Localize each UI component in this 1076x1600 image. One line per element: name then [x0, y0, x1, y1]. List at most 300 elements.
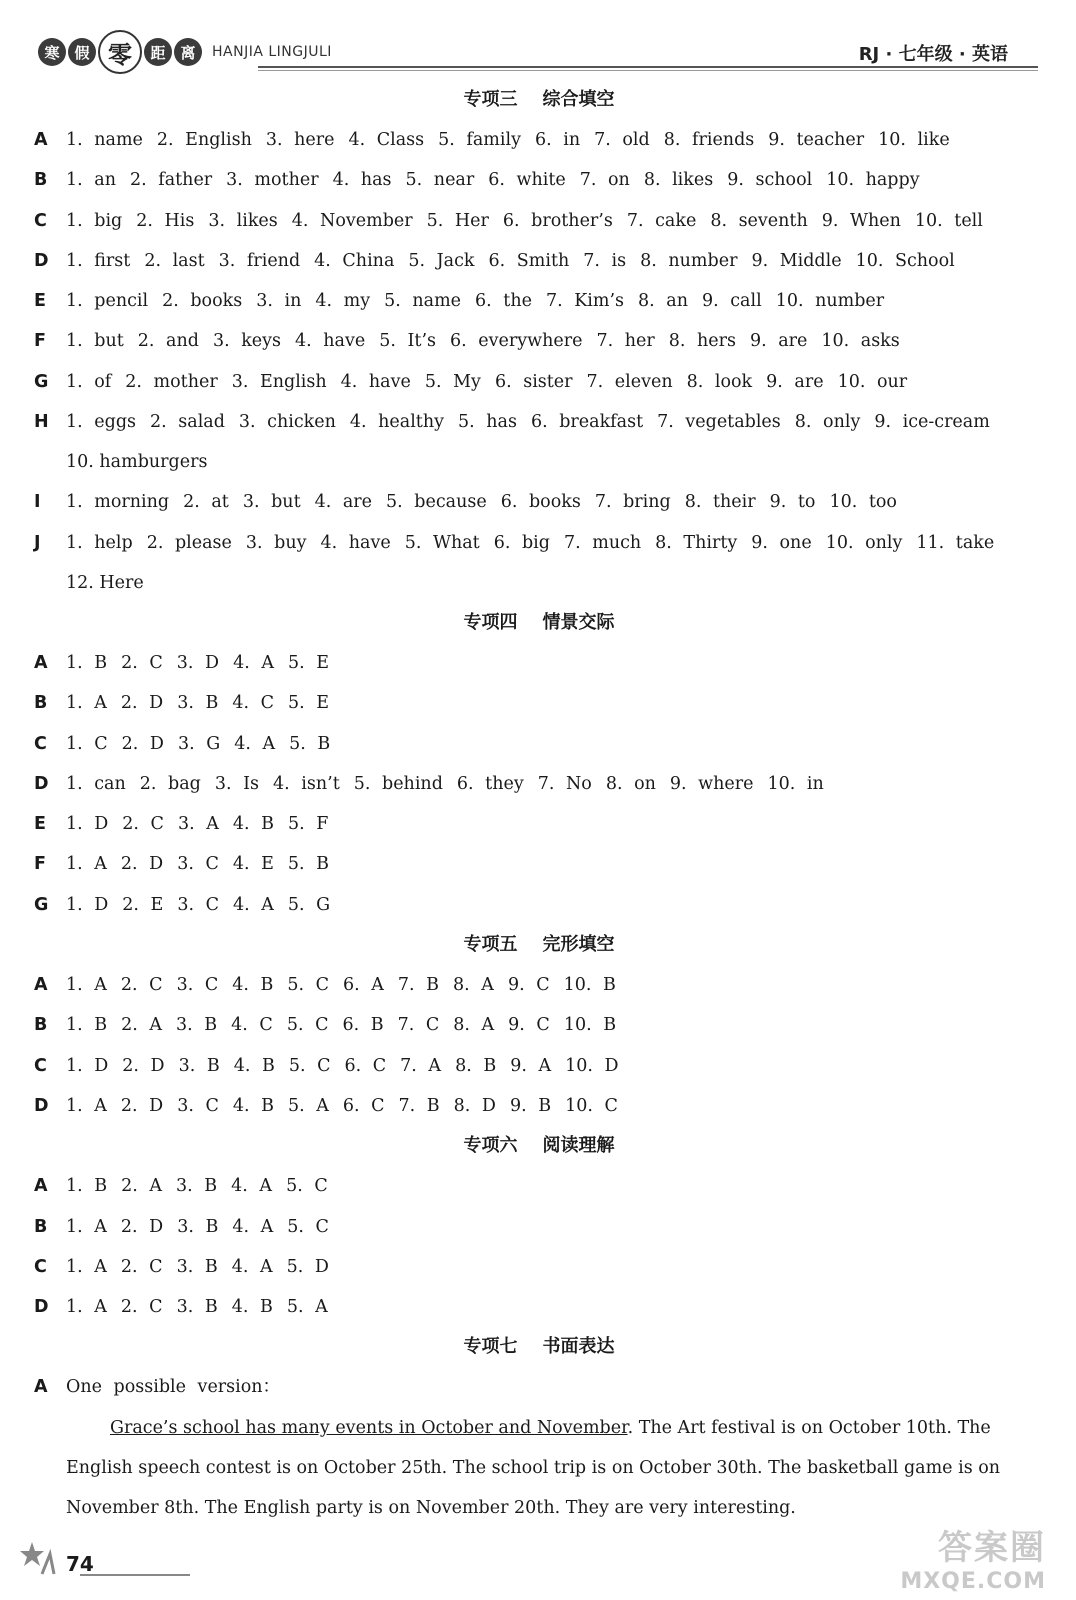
answer-item: 7. on — [579, 170, 630, 191]
answer-continuation: 10. hamburgers — [66, 452, 208, 473]
answer-item: 4. are — [314, 492, 373, 513]
answer-item: 3. Is — [214, 773, 260, 794]
answer-item: 9. A — [510, 1055, 552, 1076]
answer-item: 9. C — [507, 975, 550, 996]
answer-row — [34, 201, 1044, 241]
answer-row — [34, 1166, 1044, 1206]
answer-row — [34, 1287, 1044, 1327]
answer-item: 6. breakfast — [530, 412, 644, 433]
section-title: 专项五 完形填空 — [463, 934, 615, 956]
row-letter: D — [34, 773, 49, 794]
answer-item: 4. B — [232, 975, 274, 996]
answer-item: 7. C — [397, 1015, 440, 1036]
answer-item: 4. have — [320, 532, 391, 553]
row-letter: A — [34, 1377, 48, 1398]
answer-item: 1. big — [66, 210, 123, 231]
answer-item: 2. A — [121, 1015, 163, 1036]
answer-item: 9. Middle — [751, 250, 842, 271]
answer-item: 6. big — [493, 532, 550, 553]
answer-item: 2. C — [122, 814, 164, 835]
row-answers — [66, 281, 1044, 321]
answer-item: 3. A — [177, 814, 219, 835]
answer-row — [34, 965, 1044, 1005]
answer-item: 5. E — [287, 652, 330, 673]
answer-item: 8. A — [453, 1015, 495, 1036]
answer-item: 5. family — [438, 130, 521, 150]
answer-item: 3. C — [177, 1095, 219, 1116]
row-letter: A — [34, 975, 48, 996]
answer-item: 7. is — [583, 250, 627, 271]
answer-item: 4. C — [232, 693, 274, 714]
answer-item: 4. B — [232, 1095, 274, 1116]
answer-row — [34, 724, 1044, 764]
answer-item: 1. A — [66, 1297, 107, 1318]
essay-body: . The Art festival is on October 10th. The English speech contest is on October 25th. The school trip is on October 30th. The basketball game is on November 8th. The English party is on November 20th. They are very interesting. — [66, 1417, 1001, 1518]
answer-item: 3. keys — [212, 331, 282, 352]
row-answers — [66, 1046, 1044, 1086]
answer-item: 9. are — [749, 331, 808, 352]
answer-item: 9. teacher — [768, 130, 865, 150]
answer-item: 9. B — [509, 1095, 552, 1116]
answer-item: 1. pencil — [66, 291, 149, 312]
answer-item: 5. What — [404, 532, 480, 553]
answer-item: 10. like — [878, 130, 950, 150]
header-divider — [258, 70, 1038, 71]
answer-item: 5. B — [287, 854, 330, 875]
answer-item: 1. can — [66, 773, 126, 794]
answer-item: 9. where — [669, 773, 754, 794]
answer-item: 5. My — [424, 371, 481, 392]
answer-item: 3. but — [242, 492, 301, 513]
answer-item: 8. D — [453, 1095, 496, 1116]
answer-item: 9. When — [821, 210, 901, 231]
answer-item: 5. behind — [353, 773, 443, 794]
answer-item: 6. everywhere — [450, 331, 583, 352]
answer-item: 1. C — [66, 733, 108, 754]
answer-item: 9. school — [727, 170, 813, 191]
row-letter: D — [34, 1095, 49, 1116]
answer-item: 3. English — [231, 371, 327, 392]
answer-item: 1. help — [66, 532, 133, 553]
row-letter: F — [34, 854, 46, 875]
answer-item: 2. C — [121, 652, 163, 673]
answer-item: 10. only — [825, 532, 903, 553]
answer-item: 7. much — [563, 532, 642, 553]
answer-item: 3. friend — [218, 250, 301, 271]
answer-row — [34, 362, 1044, 402]
answer-item: 10. C — [565, 1095, 618, 1116]
answer-item: 6. books — [500, 492, 581, 513]
answer-item: 2. E — [122, 894, 164, 915]
answer-item: 7. old — [594, 130, 650, 150]
answer-item: 9. ice-cream — [874, 412, 990, 433]
answer-item: 4. have — [295, 331, 366, 352]
answer-item: 1. A — [66, 975, 107, 996]
answer-item: 6. C — [342, 1095, 385, 1116]
section-title: 专项七 书面表达 — [463, 1336, 615, 1358]
answer-item: 10. our — [837, 371, 908, 392]
answer-item: 3. B — [176, 1297, 218, 1318]
answer-item: 7. Kim’s — [545, 291, 625, 312]
answer-item: 8. on — [605, 773, 656, 794]
row-letter: B — [34, 170, 48, 191]
answer-row — [34, 321, 1044, 361]
answer-item: 7. A — [400, 1055, 442, 1076]
answer-item: 5. D — [286, 1256, 329, 1277]
row-letter: B — [34, 693, 48, 714]
row-letter: E — [34, 814, 46, 835]
row-letter: E — [34, 291, 46, 312]
row-letter: G — [34, 894, 49, 915]
answer-item: 3. C — [176, 975, 219, 996]
answer-item: 2. mother — [125, 371, 218, 392]
answer-item: 4. B — [232, 814, 274, 835]
row-answers — [66, 201, 1044, 241]
row-letter: B — [34, 1216, 48, 1237]
answer-row — [34, 1367, 1044, 1407]
row-answers — [66, 402, 1044, 442]
answer-row — [34, 1005, 1044, 1045]
answer-item: 1. B — [66, 652, 108, 673]
answer-item: 5. Her — [426, 210, 489, 231]
row-letter: I — [34, 492, 41, 513]
logo-char: 零 — [98, 30, 142, 74]
answer-item: 4. my — [315, 291, 371, 312]
answer-item: 2. D — [120, 693, 164, 714]
answer-row — [34, 402, 1044, 442]
answer-item: 1. of — [66, 371, 112, 392]
logo-char: 寒 — [38, 38, 66, 66]
answer-item: 10. too — [829, 492, 897, 513]
answer-item: 4. E — [232, 854, 274, 875]
answer-item: 1. D — [66, 894, 109, 915]
answer-item: 5. because — [386, 492, 487, 513]
answer-item: 2. D — [122, 1055, 165, 1076]
answer-item: 5. G — [287, 894, 331, 915]
answer-item: 8. likes — [643, 170, 714, 191]
answer-item: 4. November — [291, 210, 413, 231]
answer-item: 1. eggs — [66, 412, 137, 433]
answer-item: 6. A — [343, 975, 384, 996]
answer-item: 2. father — [129, 170, 213, 191]
answer-continuation: 12. Here — [66, 572, 144, 593]
answer-item: 3. C — [177, 854, 219, 875]
answer-item: 5. F — [287, 814, 329, 835]
answer-item: 2. books — [162, 291, 243, 312]
answer-item: 4. A — [231, 1256, 273, 1277]
answer-item: 5. A — [286, 1297, 328, 1318]
answer-item: 1. A — [66, 1216, 107, 1237]
section-title: 专项六 阅读理解 — [463, 1135, 615, 1157]
row-letter: H — [34, 412, 49, 433]
answer-item: 6. C — [344, 1055, 387, 1076]
answer-item: 8. friends — [663, 130, 755, 150]
answer-item: 3. B — [176, 1256, 218, 1277]
answer-item: 2. C — [120, 1256, 163, 1277]
row-answers — [66, 885, 1044, 925]
answer-item: 8. Thirty — [655, 532, 738, 553]
answer-item: 8. seventh — [710, 210, 808, 231]
answer-item: 7. bring — [594, 492, 671, 513]
answer-row — [34, 523, 1044, 563]
answer-item: 2. His — [136, 210, 195, 231]
answer-item: 10. asks — [821, 331, 900, 352]
answer-row — [34, 241, 1044, 281]
answer-row — [34, 281, 1044, 321]
row-letter: F — [34, 331, 46, 352]
essay-intro: One possible version： — [66, 1377, 281, 1398]
answer-item: 4. A — [233, 652, 274, 673]
answer-item: 1. A — [66, 1256, 107, 1277]
answer-item: 3. mother — [226, 170, 319, 191]
answer-item: 11. take — [916, 532, 995, 553]
answer-row — [34, 1207, 1044, 1247]
row-letter: C — [34, 1055, 47, 1076]
answer-item: 2. A — [121, 1176, 163, 1197]
answer-item: 1. morning — [66, 492, 170, 513]
row-answers — [66, 160, 1044, 200]
answer-row — [34, 643, 1044, 683]
answer-item: 4. B — [231, 1297, 273, 1318]
row-answers — [66, 1247, 1044, 1287]
answer-item: 3. here — [265, 130, 335, 150]
answer-item: 8. an — [638, 291, 688, 312]
answer-item: 10. B — [563, 1015, 617, 1036]
answer-item: 7. her — [596, 331, 655, 352]
answer-row — [34, 1086, 1044, 1126]
answer-item: 3. D — [176, 652, 220, 673]
answer-item: 8. look — [686, 371, 753, 392]
page-number: 74 — [66, 1552, 94, 1576]
answer-item: 5. has — [458, 412, 517, 433]
row-letter: A — [34, 130, 48, 150]
answer-item: 8. their — [684, 492, 756, 513]
answer-row — [34, 160, 1044, 200]
logo-char: 假 — [68, 38, 96, 66]
answer-item: 1. B — [66, 1176, 108, 1197]
answer-item: 4. A — [234, 733, 276, 754]
answer-item: 4. B — [233, 1055, 275, 1076]
row-answers — [66, 1287, 1044, 1327]
answer-item: 5. C — [288, 1055, 331, 1076]
answer-content — [34, 80, 1044, 1528]
answer-item: 8. hers — [668, 331, 736, 352]
answer-item: 3. likes — [208, 210, 278, 231]
logo-char: 离 — [174, 38, 202, 66]
row-letter: B — [34, 1015, 48, 1036]
row-letter: C — [34, 733, 47, 754]
answer-item: 10. D — [565, 1055, 619, 1076]
row-answers — [66, 1005, 1044, 1045]
answer-item: 4. China — [314, 250, 395, 271]
answer-item: 5. Jack — [408, 250, 475, 271]
answer-item: 3. in — [256, 291, 302, 312]
answer-item: 5. A — [287, 1095, 329, 1116]
answer-item: 5. C — [287, 1216, 329, 1237]
row-answers — [66, 643, 1044, 683]
row-answers — [66, 683, 1044, 723]
answer-item: 2. at — [183, 492, 229, 513]
book-grade-subject: RJ · 七年级 · 英语 — [858, 44, 1008, 65]
row-letter: J — [34, 532, 41, 553]
answer-item: 6. they — [456, 773, 524, 794]
answer-item: 2. and — [137, 331, 199, 352]
answer-item: 10. B — [563, 975, 616, 996]
answer-item: 6. in — [535, 130, 581, 150]
answer-row — [34, 885, 1044, 925]
row-answers — [66, 764, 1044, 804]
row-answers — [66, 804, 1044, 844]
watermark — [900, 1520, 1046, 1594]
answer-item: 1. first — [66, 250, 131, 271]
answer-item: 3. B — [176, 1176, 218, 1197]
answer-item: 8. number — [640, 250, 738, 271]
answer-item: 3. chicken — [238, 412, 336, 433]
row-answers — [66, 523, 1044, 563]
answer-item: 5. near — [405, 170, 475, 191]
answer-item: 4. has — [332, 170, 392, 191]
answer-item: 4. have — [340, 371, 411, 392]
answer-item: 4. A — [233, 894, 274, 915]
sample-essay — [34, 1408, 1044, 1528]
logo-latin-text: HANJIA LINGJULI — [212, 44, 332, 60]
answer-item: 5. E — [287, 693, 330, 714]
answer-item: 7. B — [398, 1095, 440, 1116]
answer-item: 6. B — [342, 1015, 384, 1036]
answer-item: 2. English — [156, 130, 252, 150]
answer-item: 3. G — [177, 733, 221, 754]
answer-item: 3. B — [177, 693, 219, 714]
row-letter: A — [34, 652, 48, 673]
row-letter: C — [34, 1256, 47, 1277]
answer-item: 2. D — [120, 1216, 164, 1237]
answer-item: 2. C — [120, 975, 163, 996]
row-letter: A — [34, 1176, 48, 1197]
answer-item: 10. number — [775, 291, 885, 312]
row-letter: G — [34, 371, 49, 392]
row-answers — [66, 724, 1044, 764]
row-answers — [66, 362, 1044, 402]
section-title: 专项三 综合填空 — [463, 89, 615, 110]
answer-item: 9. to — [769, 492, 816, 513]
answer-item: 6. Smith — [488, 250, 570, 271]
watermark-url: MXQE.COM — [900, 1569, 1046, 1594]
answer-item: 6. white — [488, 170, 566, 191]
row-answers — [66, 844, 1044, 884]
answer-item: 4. A — [232, 1216, 274, 1237]
answer-item: 7. vegetables — [657, 412, 781, 433]
row-letter: C — [34, 210, 47, 231]
answer-item: 10. School — [855, 250, 955, 271]
row-answers — [66, 1086, 1044, 1126]
answer-item: 2. bag — [139, 773, 201, 794]
watermark-text: 答案圈 — [938, 1528, 1046, 1568]
header-divider — [258, 66, 1038, 68]
answer-item: 1. but — [66, 331, 124, 352]
answer-item: 8. B — [455, 1055, 497, 1076]
answer-item: 7. B — [397, 975, 440, 996]
book-stars-icon — [20, 1540, 60, 1576]
answer-item: 7. No — [537, 773, 592, 794]
answer-item: 10. happy — [826, 170, 920, 191]
answer-item: 3. B — [177, 1216, 219, 1237]
answer-item: 4. healthy — [349, 412, 444, 433]
answer-item: 1. A — [66, 854, 107, 875]
page-header — [38, 24, 1038, 74]
answer-item: 5. C — [286, 1176, 328, 1197]
answer-item: 5. C — [286, 1015, 329, 1036]
answer-item: 2. D — [121, 733, 164, 754]
answer-row — [34, 804, 1044, 844]
answer-item: 7. cake — [626, 210, 697, 231]
answer-row — [34, 683, 1044, 723]
answer-item: 5. B — [289, 733, 331, 754]
row-letter: D — [34, 250, 49, 271]
answer-row — [34, 482, 1044, 522]
answer-item: 4. C — [231, 1015, 273, 1036]
row-answers — [66, 965, 1044, 1005]
answer-item: 9. one — [751, 532, 812, 553]
answer-item: 5. C — [287, 975, 329, 996]
answer-item: 7. eleven — [586, 371, 673, 392]
answer-row — [34, 844, 1044, 884]
answer-item: 6. sister — [494, 371, 573, 392]
answer-item: 1. an — [66, 170, 116, 191]
answer-item: 4. isn’t — [273, 773, 340, 794]
answer-item: 2. D — [120, 1095, 164, 1116]
answer-item: 3. buy — [245, 532, 307, 553]
row-answers — [66, 120, 1044, 160]
answer-row — [34, 1046, 1044, 1086]
answer-item: 5. It’s — [379, 331, 436, 352]
answer-item: 10. in — [767, 773, 824, 794]
logo-char: 距 — [144, 38, 172, 66]
answer-item: 1. name — [66, 130, 143, 150]
answer-item: 6. brother’s — [502, 210, 613, 231]
row-answers — [66, 482, 1044, 522]
answer-row — [34, 1247, 1044, 1287]
answer-item: 5. name — [384, 291, 462, 312]
answer-item: 2. please — [146, 532, 232, 553]
answer-item: 3. C — [177, 894, 219, 915]
answer-item: 8. A — [453, 975, 494, 996]
answer-item: 4. Class — [348, 130, 425, 150]
row-answers — [66, 1166, 1044, 1206]
answer-item: 3. B — [178, 1055, 220, 1076]
answer-item: 2. salad — [150, 412, 225, 433]
row-answers — [66, 1207, 1044, 1247]
row-answers — [66, 241, 1044, 281]
answer-item: 2. last — [144, 250, 205, 271]
answer-item: 4. A — [231, 1176, 273, 1197]
answer-item: 8. only — [794, 412, 861, 433]
answer-item: 1. D — [66, 1055, 109, 1076]
row-letter: D — [34, 1297, 49, 1318]
footer-divider — [80, 1574, 190, 1576]
row-answers — [66, 321, 1044, 361]
answer-item: 9. C — [508, 1015, 550, 1036]
answer-row — [34, 120, 1044, 160]
answer-item: 1. A — [66, 1095, 107, 1116]
essay-topic-sentence: Grace’s school has many events in October and November — [110, 1417, 628, 1438]
answer-item: 1. A — [66, 693, 107, 714]
answer-item: 9. call — [702, 291, 762, 312]
answer-item: 2. C — [120, 1297, 163, 1318]
answer-row — [34, 764, 1044, 804]
answer-item: 2. D — [120, 854, 164, 875]
page-footer — [20, 1540, 94, 1576]
section-title: 专项四 情景交际 — [463, 611, 615, 633]
